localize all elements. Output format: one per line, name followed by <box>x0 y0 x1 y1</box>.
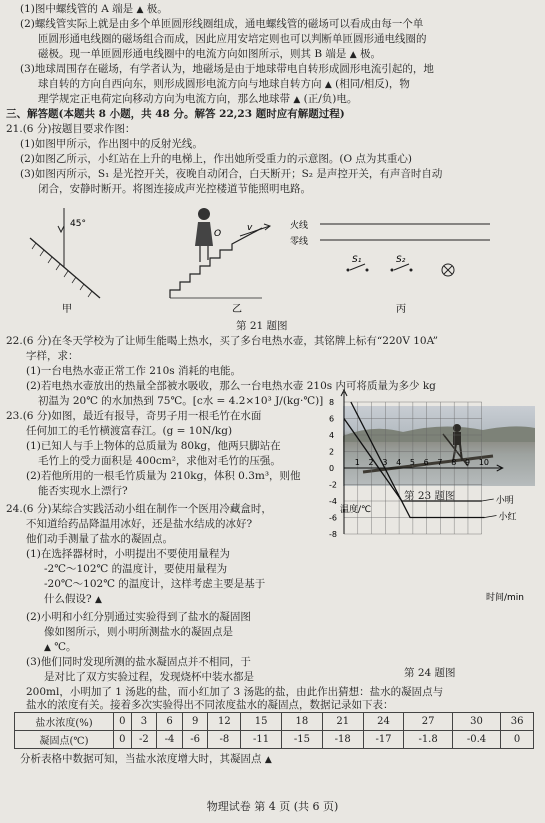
o-label: O <box>214 229 222 239</box>
series-leader-line <box>484 516 496 518</box>
freeze-cell: -15 <box>282 731 323 749</box>
x-tick-label: 2 <box>368 458 374 467</box>
q21-caption: 第 21 题图 <box>236 320 288 332</box>
q24-line-7: 什么假设? ▲ <box>44 593 102 605</box>
q24-line-8: (2)小明和小红分别通过实验得到了盐水的凝固图 <box>26 611 251 623</box>
figure-bing <box>290 219 490 315</box>
q23-line-4: 毛竹上的受力面积是 400cm²，求他对毛竹的压强。 <box>38 455 281 467</box>
switch-s2-label: S₂ <box>396 255 406 265</box>
y-tick-label: 0 <box>329 464 335 473</box>
y-tick-label: 2 <box>329 447 335 457</box>
q24-line-6: -20℃～102℃ 的温度计，这样考虑主要是基于 <box>44 578 266 590</box>
q-tail-line-5: (3)地球周围存在磁场，有学者认为，地磁场是由于地球带电自转形成圆形电流引起的，地 <box>20 63 434 75</box>
label-yi: 乙 <box>232 304 242 315</box>
x-tick-label: 10 <box>478 458 489 467</box>
q22-line-4: (2)若电热水壶放出的热量全部被水吸收，那么一台电热水壶 210s 内可将质量为多少 kg <box>26 380 436 392</box>
conc-cell: 24 <box>363 713 404 731</box>
conc-cell: 15 <box>241 713 282 731</box>
freeze-cell: -11 <box>241 731 282 749</box>
figure-yi <box>170 208 270 315</box>
conc-cell: 12 <box>208 713 241 731</box>
bamboo-rafting-photo <box>343 406 535 486</box>
y-tick-label: -4 <box>329 497 337 506</box>
conc-cell: 18 <box>282 713 323 731</box>
freeze-cell: -18 <box>322 731 363 749</box>
conc-cell: 30 <box>452 713 500 731</box>
switch-s1-label: S₁ <box>352 255 362 265</box>
x-tick-label: 7 <box>437 458 443 467</box>
q24-line-13: 200ml，小明加了 1 汤匙的盐，而小红加了 3 汤匙的盐，由此作出猜想：盐水的凝固点与 <box>26 686 444 698</box>
y-tick-label: -8 <box>329 530 337 539</box>
chart-x-axis-label: 时间/min <box>486 593 525 603</box>
row-header-freezing-point: 凝固点(℃) <box>15 731 114 749</box>
x-tick-label: 4 <box>396 458 402 467</box>
section-heading: 三、解答题(本题共 8 小题，共 48 分。解答 22,23 题时应有解题过程) <box>6 108 345 120</box>
q21-line-3: (2)如图乙所示，小红站在上升的电梯上，作出她所受重力的示意图。(O 点为其重心) <box>20 153 413 165</box>
series-label: 小明 <box>495 496 514 506</box>
q24-line-14: 盐水的浓度有关。接着多次实验得出不同浓度盐水的凝固点，数据记录如下表： <box>26 699 394 711</box>
q21-line-5: 闭合，安静时断开。将图连接成声光控楼道节能照明电路。 <box>38 183 311 195</box>
q24-line-1: 24.(6 分)某综合实践活动小组在制作一个医用冷藏盒时， <box>6 503 272 515</box>
row-header-concentration: 盐水浓度(%) <box>15 713 114 731</box>
conc-cell: 21 <box>322 713 363 731</box>
neutral-wire-label: 零线 <box>290 237 309 247</box>
series-leader-line <box>482 499 494 501</box>
live-wire-label: 火线 <box>290 221 309 231</box>
q21-line-2: (1)如图甲所示，作出图中的反射光线。 <box>20 138 203 150</box>
q24-line-11: (3)他们同时发现所测的盐水凝固点并不相同，于 <box>26 656 251 668</box>
q23-line-1: 23.(6 分)如图，最近有报导，奇男子用一根毛竹在水面 <box>6 410 262 422</box>
x-tick-label: 5 <box>409 458 415 467</box>
q-tail-line-4: 磁极。现一单匝圆形通电线圈中的电流方向如图所示，则其 B 端是 ▲ 极。 <box>38 48 381 60</box>
y-tick-label: -2 <box>329 480 337 490</box>
q22-line-3: (1)一台电热水壶正常工作 210s 消耗的电能。 <box>26 365 241 377</box>
freeze-cell: 0 <box>114 731 132 749</box>
q21-line-1: 21.(6 分)按题目要求作图： <box>6 123 136 135</box>
page-footer: 物理试卷 第 4 页 (共 6 页) <box>206 800 339 813</box>
x-tick-label: 6 <box>423 458 429 467</box>
freeze-cell: -17 <box>363 731 404 749</box>
q24-line-2: 不知道给药品降温用冰好，还是盐水结成的冰好? <box>26 518 253 530</box>
x-tick-label: 3 <box>382 458 388 467</box>
x-tick-label: 8 <box>451 458 457 467</box>
conc-cell: 9 <box>182 713 208 731</box>
q-tail-line-1: (1)图中螺线管的 A 端是 ▲ 极。 <box>20 3 168 15</box>
q23-line-3: (1)已知人与手上物体的总质量为 80kg，他两只脚站在 <box>26 440 281 452</box>
label-jia: 甲 <box>62 304 72 315</box>
y-tick-label: -6 <box>329 513 337 523</box>
conc-cell: 27 <box>404 713 452 731</box>
q22-line-1: 22.(6 分)在冬天学校为了让师生能喝上热水，买了多台电热水壶，其铭牌上标有“220V 10A” <box>6 335 439 347</box>
q22-line-5: 初温为 20℃ 的水加热到 75℃。[c水 = 4.2×10³ J/(kg·℃)] <box>38 395 324 407</box>
salt-concentration-table <box>14 712 534 749</box>
freeze-cell: 0 <box>501 731 534 749</box>
q21-figures <box>0 198 545 318</box>
q-tail-line-6: 球自转的方向自西向东，则形成圆形电流方向与地球自转方向 ▲ (相同/相反)，物 <box>38 78 410 90</box>
q24-line-4: (1)在选择器材时，小明提出不要使用量程为 <box>26 548 230 560</box>
q-tail-line-7: 理学规定正电荷定向移动方向为电流方向，那么地球带 ▲ (正/负)电。 <box>38 93 358 105</box>
q24-line-5: -2℃～102℃ 的温度计，要使用量程为 <box>44 563 228 575</box>
q24-caption: 第 24 题图 <box>404 667 456 679</box>
q23-line-2: 任何加工的毛竹横渡富春江。(g = 10N/kg) <box>26 425 233 437</box>
figure-jia <box>30 208 100 315</box>
freeze-cell: -8 <box>208 731 241 749</box>
y-tick-label: 8 <box>329 398 335 407</box>
freeze-cell: -4 <box>157 731 183 749</box>
q24-line-3: 他们动手测量了盐水的凝固点。 <box>26 533 173 545</box>
conc-cell: 6 <box>157 713 183 731</box>
v-label: v <box>247 223 253 233</box>
x-tick-label: 1 <box>354 458 360 467</box>
angle-label: 45° <box>70 219 86 229</box>
q-tail-line-3: 匝圆形通电线圈的磁场组合而成，因此应用安培定则也可以判断单匝圆形通电线圈的 <box>38 33 427 45</box>
q23-line-5: (2)若他所用的一根毛竹质量为 210kg，体积 0.3m³，则他 <box>26 470 301 482</box>
freeze-cell: -0.4 <box>452 731 500 749</box>
y-tick-label: 4 <box>329 431 335 440</box>
q-tail-line-2: (2)螺线管实际上就是由多个单匝圆形线圈组成，通电螺线管的磁场可以看成由每一个单 <box>20 18 424 30</box>
conc-cell: 36 <box>501 713 534 731</box>
chart-y-axis-label: 温度/℃ <box>340 505 372 515</box>
freeze-cell: -2 <box>131 731 157 749</box>
conc-cell: 3 <box>131 713 157 731</box>
x-tick-label: 9 <box>464 458 471 467</box>
freeze-cell: -6 <box>182 731 208 749</box>
q22-line-2: 字样，求： <box>26 350 79 362</box>
freeze-cell: -1.8 <box>404 731 452 749</box>
q24-line-12: 是对比了双方实验过程，发现烧杯中装水都是 <box>44 671 254 683</box>
label-bing: 丙 <box>396 304 406 315</box>
q24-line-9: 像如图所示，则小明所测盐水的凝固点是 <box>44 626 233 638</box>
q24-line-10: ▲ ℃。 <box>44 641 77 653</box>
q23-line-6: 能否实现水上漂行? <box>38 485 128 497</box>
y-tick-label: 6 <box>329 414 335 424</box>
table-row-freezing-point <box>15 731 534 749</box>
q24-line-15: 分析表格中数据可知，当盐水浓度增大时，其凝固点 ▲ <box>20 753 272 765</box>
q23-caption: 第 23 题图 <box>404 490 456 502</box>
series-label: 小红 <box>498 512 517 523</box>
q21-line-4: (3)如图丙所示，S₁ 是光控开关，夜晚自动闭合，白天断开；S₂ 是声控开关，有声音时自动 <box>20 168 443 180</box>
conc-cell: 0 <box>114 713 132 731</box>
table-row-concentration <box>15 713 534 731</box>
